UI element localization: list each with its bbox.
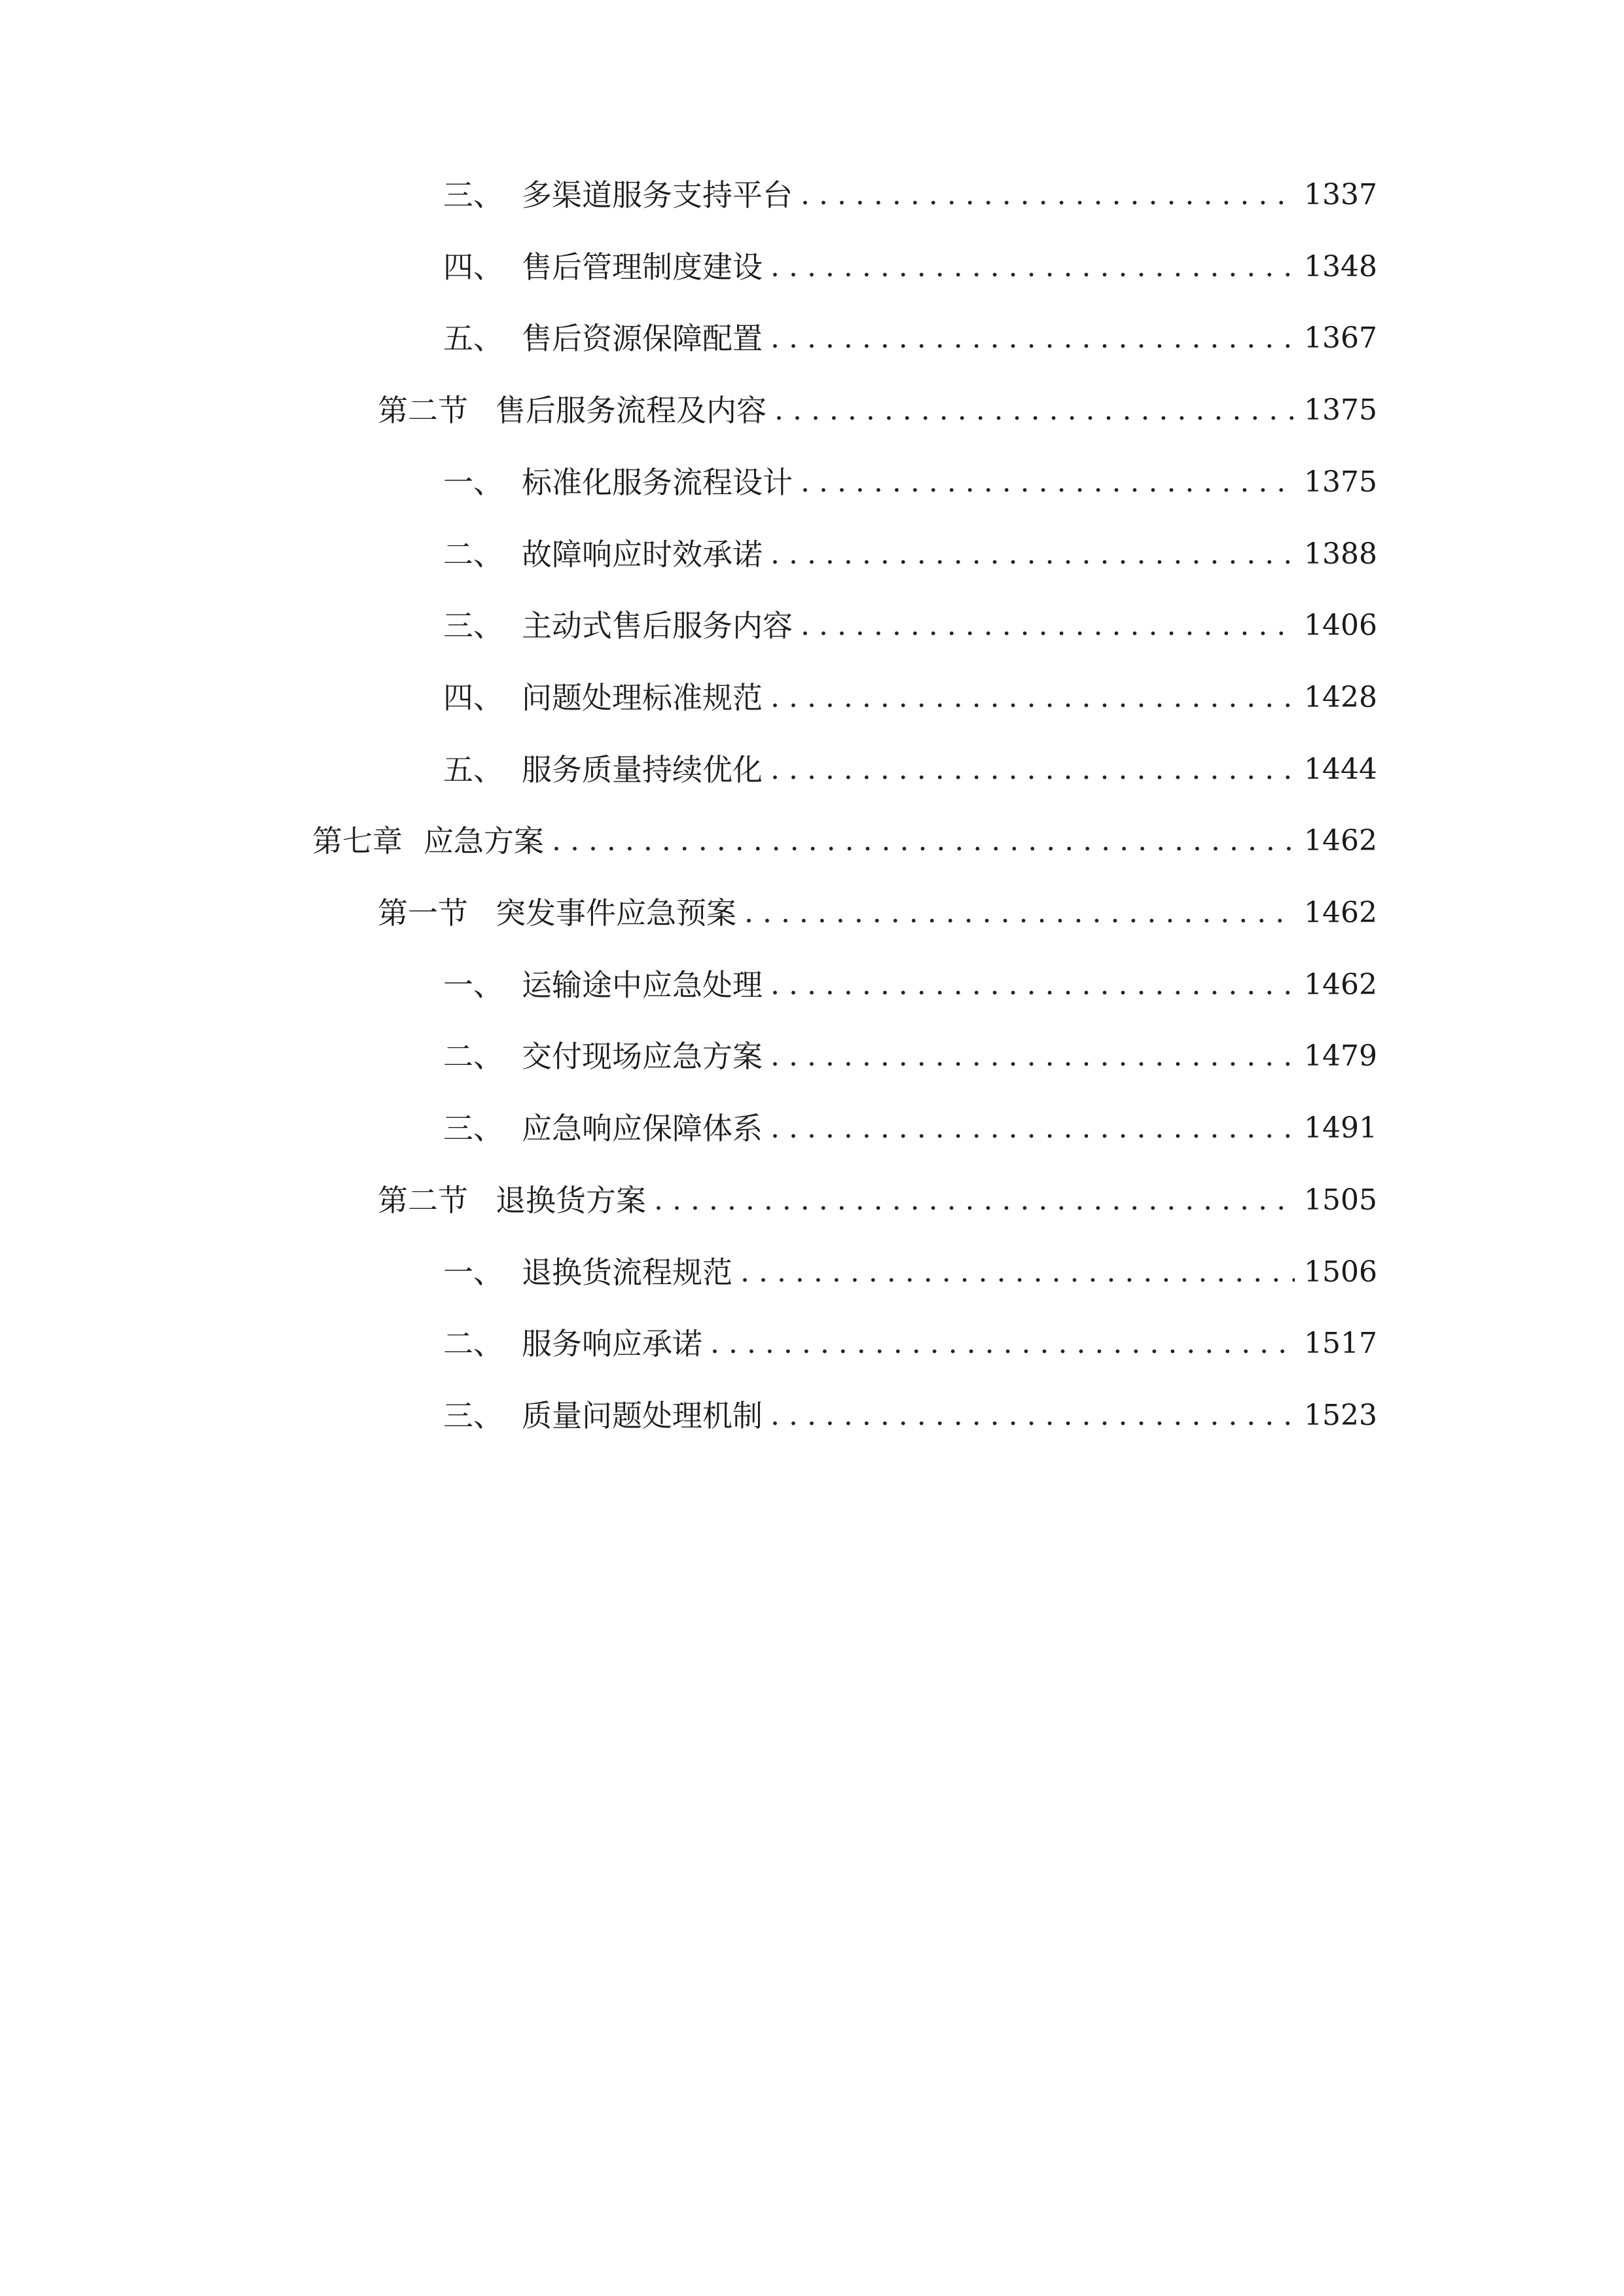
toc-entry-title: 交付现场应急方案 (522, 1039, 763, 1074)
toc-entry-number: 四、 (443, 249, 503, 285)
toc-entry-page-number: 1491 (1304, 1111, 1377, 1145)
toc-entry-number: 第二节 (378, 1183, 468, 1218)
toc-entry-number: 三、 (443, 1111, 503, 1146)
toc-entry-page-number: 1517 (1304, 1327, 1377, 1360)
toc-entry-page-number: 1444 (1304, 753, 1377, 786)
toc-entry[interactable] (443, 315, 1377, 361)
dot-leader (770, 1393, 1295, 1439)
toc-entry-page-number: 1388 (1304, 537, 1377, 571)
dot-leader (770, 315, 1295, 361)
dot-leader (801, 459, 1295, 505)
toc-entry-title: 服务响应承诺 (522, 1326, 702, 1361)
dot-leader (770, 675, 1295, 721)
toc-entry-title: 多渠道服务支持平台 (522, 177, 793, 213)
toc-entry-page-number: 1428 (1304, 681, 1377, 714)
toc-entry[interactable] (443, 531, 1377, 577)
toc-entry[interactable] (443, 459, 1377, 505)
toc-entry-title: 主动式售后服务内容 (522, 608, 793, 643)
toc-entry-page-number: 1337 (1304, 178, 1377, 211)
dot-leader (744, 890, 1295, 936)
toc-entry-page-number: 1348 (1304, 250, 1377, 283)
toc-entry-title: 故障响应时效承诺 (522, 537, 763, 572)
toc-entry-number: 三、 (443, 177, 503, 213)
toc-entry[interactable] (443, 1393, 1377, 1439)
toc-entry-number: 一、 (443, 967, 503, 1003)
toc-entry[interactable] (443, 747, 1377, 793)
toc-entry[interactable] (378, 1177, 1377, 1223)
toc-entry-title: 运输途中应急处理 (522, 967, 763, 1003)
toc-entry[interactable] (443, 1321, 1377, 1367)
toc-entry-page-number: 1462 (1304, 896, 1377, 929)
toc-entry-page-number: 1375 (1304, 393, 1377, 427)
toc-entry-page-number: 1505 (1304, 1183, 1377, 1217)
dot-leader (801, 603, 1295, 649)
toc-entry[interactable] (443, 1105, 1377, 1151)
dot-leader (801, 172, 1295, 218)
toc-entry-title: 应急方案 (424, 823, 544, 859)
toc-entry-number: 一、 (443, 1255, 503, 1290)
toc-entry-number: 五、 (443, 321, 503, 356)
dot-leader (770, 244, 1295, 290)
toc-entry-title: 售后管理制度建设 (522, 249, 763, 285)
dot-leader (740, 1249, 1295, 1295)
dot-leader (770, 962, 1295, 1008)
toc-entry-page-number: 1375 (1304, 465, 1377, 499)
dot-leader (770, 531, 1295, 577)
toc-entry[interactable] (312, 818, 1377, 864)
toc-entry-title: 应急响应保障体系 (522, 1111, 763, 1146)
toc-entry-page-number: 1462 (1304, 824, 1377, 857)
toc-entry-title: 退换货流程规范 (522, 1255, 732, 1290)
toc-entry[interactable] (443, 675, 1377, 721)
toc-entry-number: 第一节 (378, 895, 468, 931)
toc-entry[interactable] (443, 1249, 1377, 1295)
dot-leader (770, 1105, 1295, 1151)
dot-leader (774, 387, 1295, 433)
toc-entry-number: 三、 (443, 608, 503, 643)
toc-entry-number: 三、 (443, 1398, 503, 1433)
toc-entry[interactable] (443, 603, 1377, 649)
toc-entry[interactable] (443, 1033, 1377, 1079)
dot-leader (552, 818, 1295, 864)
toc-entry-title: 突发事件应急预案 (496, 895, 736, 931)
dot-leader (710, 1321, 1295, 1367)
toc-entry-title: 标准化服务流程设计 (522, 465, 793, 500)
toc-entry-number: 二、 (443, 537, 503, 572)
toc-entry-title: 问题处理标准规范 (522, 680, 763, 715)
toc-entry-number: 四、 (443, 680, 503, 715)
toc-entry[interactable] (443, 244, 1377, 290)
dot-leader (770, 747, 1295, 793)
toc-entry-title: 退换货方案 (496, 1183, 646, 1218)
toc-entry[interactable] (443, 962, 1377, 1008)
toc-entry-number: 五、 (443, 752, 503, 787)
toc-entry-title: 售后服务流程及内容 (496, 393, 767, 428)
toc-entry-title: 服务质量持续优化 (522, 752, 763, 787)
toc-entry-page-number: 1462 (1304, 968, 1377, 1001)
toc-entry-title: 质量问题处理机制 (522, 1398, 763, 1433)
toc-entry[interactable] (378, 387, 1377, 433)
toc-entry-number: 一、 (443, 465, 503, 500)
toc-entry-page-number: 1479 (1304, 1039, 1377, 1073)
toc-entry[interactable] (443, 172, 1377, 218)
toc-entry-page-number: 1523 (1304, 1399, 1377, 1432)
toc-entry-number: 第二节 (378, 393, 468, 428)
dot-leader (654, 1177, 1295, 1223)
toc-entry-number: 二、 (443, 1039, 503, 1074)
toc-entry[interactable] (378, 890, 1377, 936)
toc-entry-number: 二、 (443, 1326, 503, 1361)
dot-leader (770, 1033, 1295, 1079)
toc-entry-title: 售后资源保障配置 (522, 321, 763, 356)
toc-entry-page-number: 1367 (1304, 321, 1377, 355)
toc-entry-number: 第七章 (312, 823, 403, 859)
toc-entry-page-number: 1406 (1304, 609, 1377, 642)
toc-entry-page-number: 1506 (1304, 1255, 1377, 1289)
